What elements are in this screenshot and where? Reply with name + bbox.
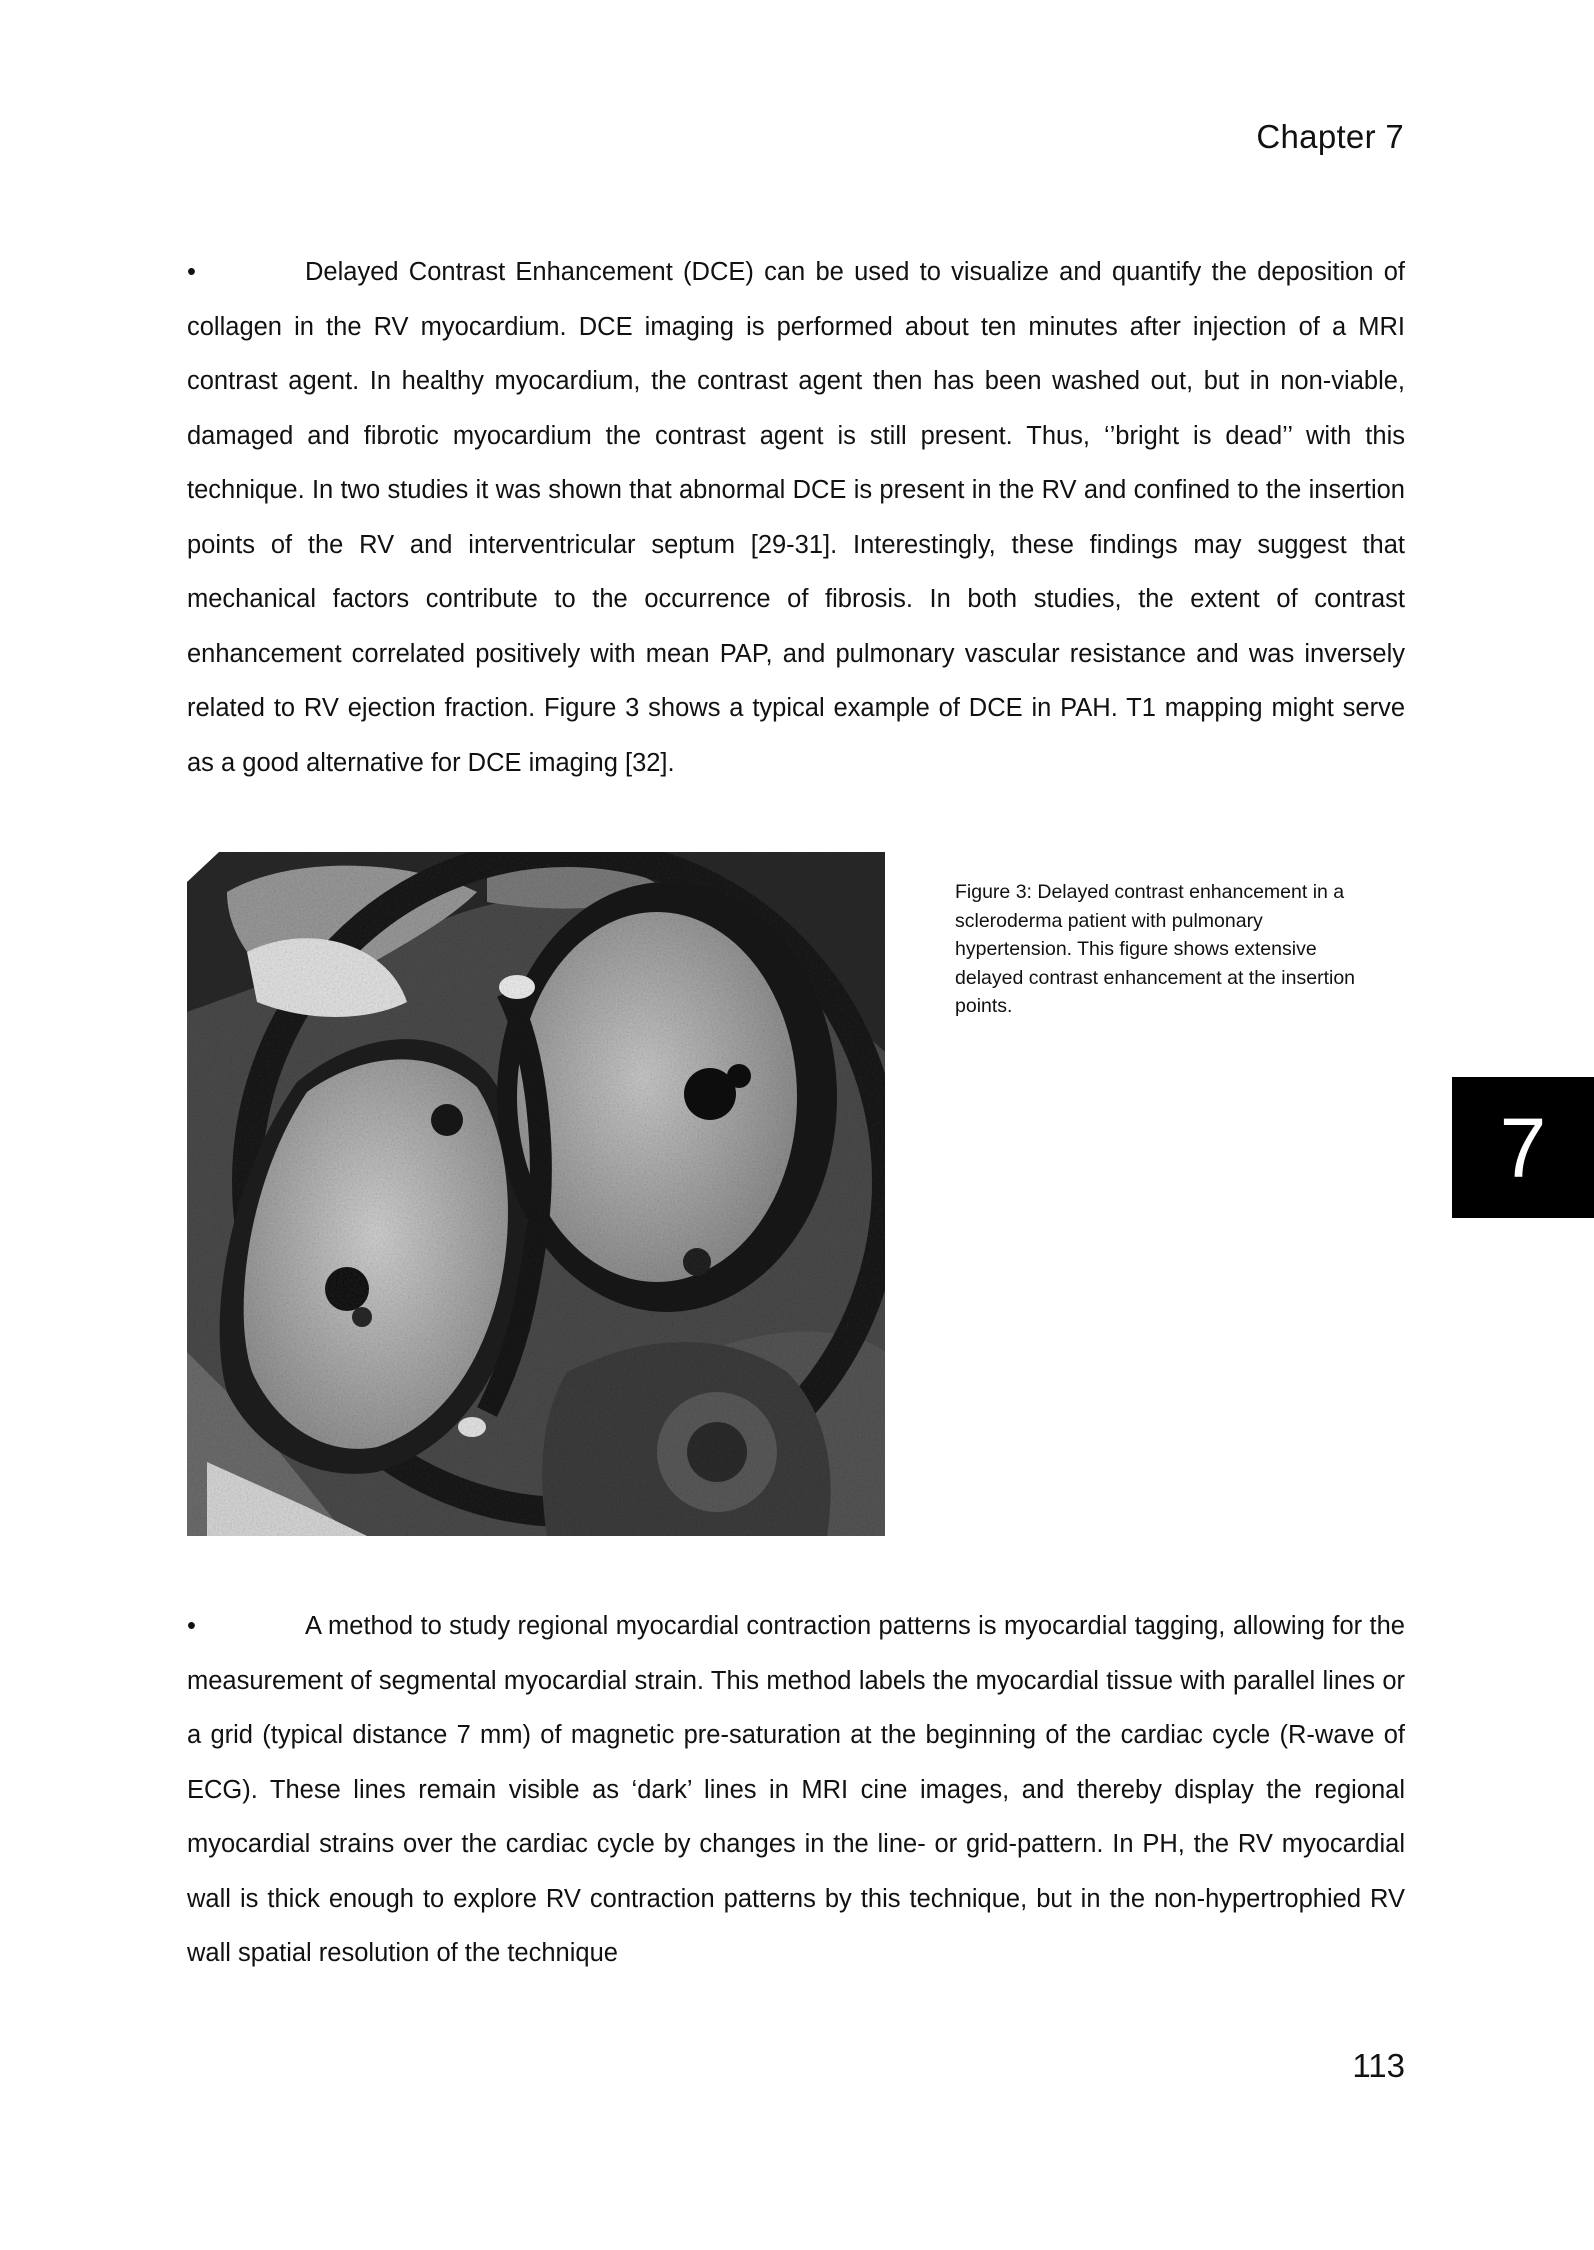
paragraph-tagging [187, 1599, 1405, 1981]
bullet: • [187, 258, 196, 286]
bullet: • [187, 1612, 196, 1640]
cardiac-mri-image [187, 852, 885, 1536]
paragraph-text: A method to study regional myocardial contraction patterns is myocardial tagging, allowing for the measurement of segmental myocardial strain. This method labels the myocardial tissue with parallel lines or a grid (typical distance 7 mm) of magnetic pre-saturation at the beginning of the cardiac cycle (R-wave of ECG). These lines remain visible as ‘dark’ lines in MRI cine images, and thereby display the regional myocardial strains over the cardiac cycle by changes in the line- or grid-pattern. In PH, the RV myocardial wall is thick enough to explore RV contraction patterns by this technique, but in the non-hypertrophied RV wall spatial resolution of the technique [187, 1612, 1405, 1967]
mri-figure [187, 852, 885, 1536]
paragraph-dce [187, 245, 1405, 790]
figure-caption: Figure 3: Delayed contrast enhancement in a scleroderma patient with pulmonary hypertension. This figure shows extensive delayed contrast enhancement at the insertion points. [955, 881, 1356, 1017]
chapter-tab: 7 [1452, 1077, 1594, 1218]
running-header: Chapter 7 [1256, 118, 1404, 155]
page-number: 113 [1352, 2047, 1405, 2084]
paragraph-text: Delayed Contrast Enhancement (DCE) can be used to visualize and quantify the deposition of collagen in the RV myocardium. DCE imaging is performed about ten minutes after injection of a MRI contrast agent. In healthy myocardium, the contrast agent then has been washed out, but in non-viable, damaged and fibrotic myocardium the contrast agent is still present. Thus, ‘’bright is dead’’ with this technique. In two studies it was shown that abnormal DCE is present in the RV and confined to the insertion points of the RV and interventricular septum [29-31]. Interestingly, these findings may suggest that mechanical factors contribute to the occurrence of fibrosis. In both studies, the extent of contrast enhancement correlated positively with mean PAP, and pulmonary vascular resistance and was inversely related to RV ejection fraction. Figure 3 shows a typical example of DCE in PAH. T1 mapping might serve as a good alternative for DCE imaging [32]. [187, 258, 1405, 777]
